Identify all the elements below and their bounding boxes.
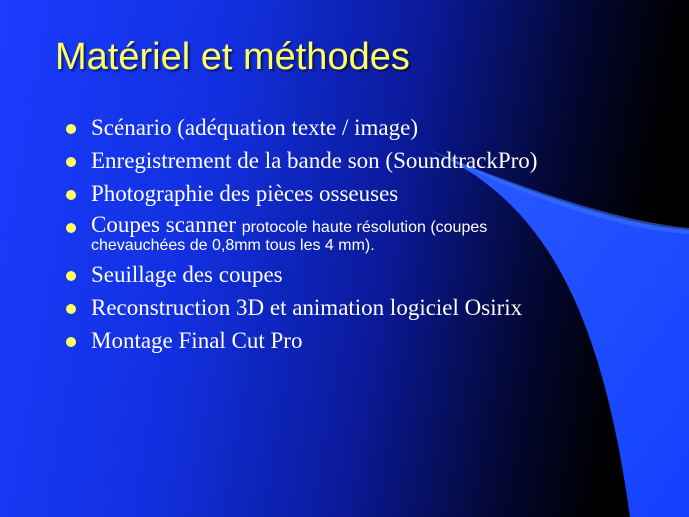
bullet-text: Coupes scanner — [91, 212, 236, 237]
bullet-item — [66, 262, 666, 288]
bullet-dot-icon — [66, 223, 76, 233]
bullet-text: Montage Final Cut Pro — [91, 328, 303, 353]
bullet-dot-icon — [66, 337, 76, 347]
bullet-item — [66, 328, 666, 354]
bullet-dot-icon — [66, 304, 76, 314]
bullet-text: Enregistrement de la bande son (SoundtrackPro) — [91, 148, 538, 173]
bullet-dot-icon — [66, 190, 76, 200]
bullet-dot-icon — [66, 271, 76, 281]
bullet-dot-icon — [66, 124, 76, 134]
bullet-item — [66, 115, 666, 141]
bullet-dot-icon — [66, 157, 76, 167]
bullet-text: Scénario (adéquation texte / image) — [91, 115, 418, 140]
bullet-text: Photographie des pièces osseuses — [91, 181, 399, 206]
bullet-item — [66, 295, 666, 321]
bullet-item — [66, 181, 666, 207]
bullet-text: Seuillage des coupes — [91, 262, 283, 287]
bullet-list — [66, 115, 666, 361]
bullet-detail-text: protocole haute résolution (coupes — [241, 219, 488, 236]
bullet-item — [66, 148, 666, 174]
bullet-item — [66, 214, 666, 255]
bullet-detail-text: chevauchées de 0,8mm tous les 4 mm). — [91, 237, 375, 254]
slide-title: Matériel et méthodes — [55, 36, 410, 78]
bullet-text: Reconstruction 3D et animation logiciel Osirix — [91, 295, 523, 320]
